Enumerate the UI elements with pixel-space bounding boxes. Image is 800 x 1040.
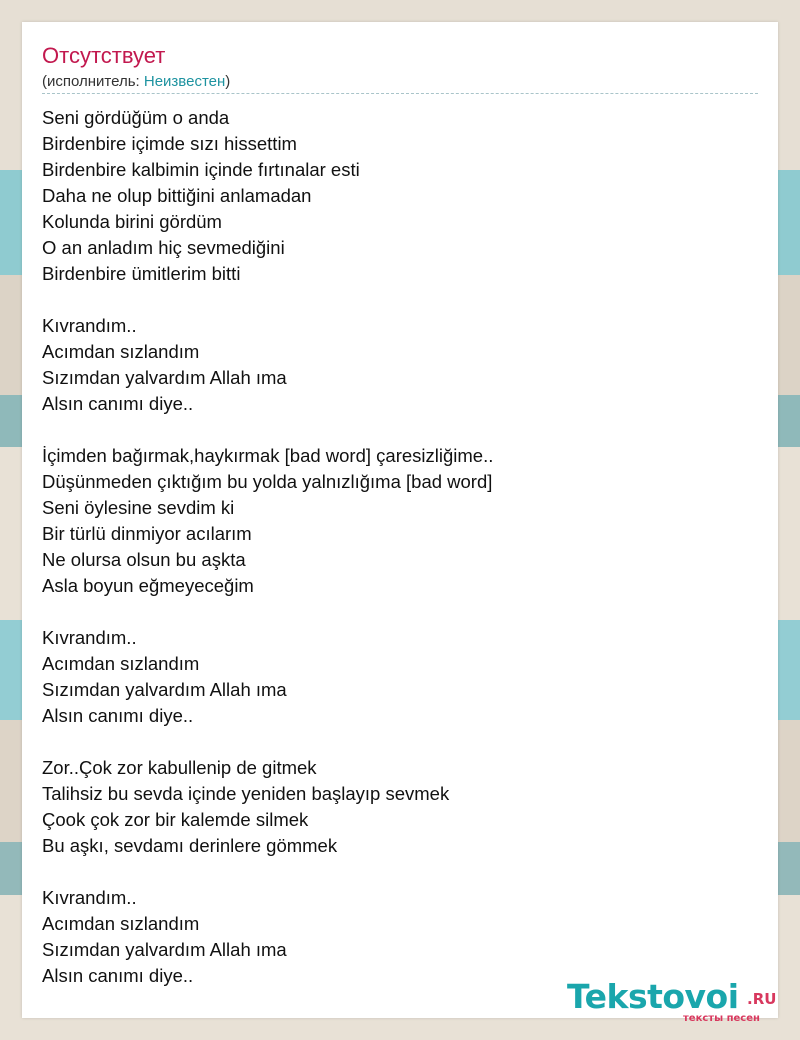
lyric-line: Birdenbire kalbimin içinde fırtınalar esti [42, 159, 360, 180]
lyric-line: İçimden bağırmak,haykırmak [bad word] çaresizliğime.. [42, 445, 494, 466]
lyric-line: Acımdan sızlandım [42, 913, 200, 934]
lyric-line: Ne olursa olsun bu aşkta [42, 549, 246, 570]
lyric-line: Daha ne olup bittiğini anlamadan [42, 185, 312, 206]
lyric-line: Düşünmeden çıktığım bu yolda yalnızlığıma [bad word] [42, 471, 493, 492]
title-divider [42, 93, 758, 94]
artist-prefix: (исполнитель: [42, 73, 144, 90]
stanza-break [42, 599, 758, 625]
lyric-line: Alsın canımı diye.. [42, 705, 194, 726]
logo-tld: .RU [747, 990, 777, 1008]
lyric-line: Talihsiz bu sevda içinde yeniden başlayıp sevmek [42, 783, 450, 804]
lyric-line: Acımdan sızlandım [42, 653, 200, 674]
lyric-line: Sızımdan yalvardım Allah ıma [42, 367, 287, 388]
site-logo[interactable] [567, 977, 777, 1025]
lyrics-page [22, 22, 778, 1024]
lyric-line: Alsın canımı diye.. [42, 965, 194, 986]
artist-suffix: ) [225, 73, 231, 90]
lyric-line: Birdenbire ümitlerim bitti [42, 263, 241, 284]
stanza-break [42, 729, 758, 755]
lyric-line: Acımdan sızlandım [42, 341, 200, 362]
lyric-line: Sızımdan yalvardım Allah ıma [42, 939, 287, 960]
lyric-line: Kolunda birini gördüm [42, 211, 222, 232]
logo-subtitle: тексты песен [683, 1013, 760, 1024]
stanza-break [42, 417, 758, 443]
lyric-line: Zor..Çok zor kabullenip de gitmek [42, 757, 317, 778]
lyric-line: O an anladım hiç sevmediğini [42, 237, 285, 258]
lyric-line: Bir türlü dinmiyor acılarım [42, 523, 252, 544]
artist-link[interactable]: Неизвестен [143, 73, 226, 90]
lyric-line: Kıvrandım.. [42, 887, 137, 908]
lyric-line: Kıvrandım.. [42, 315, 137, 336]
stanza-break [42, 859, 758, 885]
lyric-line: Bu aşkı, sevdamı derinlere gömmek [42, 835, 338, 856]
artist-line [42, 72, 230, 92]
lyric-line: Kıvrandım.. [42, 627, 137, 648]
lyric-line: Birdenbire içimde sızı hissettim [42, 133, 297, 154]
lyric-line: Çook çok zor bir kalemde silmek [42, 809, 309, 830]
lyric-line: Alsın canımı diye.. [42, 393, 194, 414]
stanza-break [42, 287, 758, 313]
lyric-line: Sızımdan yalvardım Allah ıma [42, 679, 287, 700]
lyric-line: Asla boyun eğmeyeceğim [42, 575, 254, 596]
lyric-line: Seni gördüğüm o anda [42, 107, 230, 128]
lyric-line: Seni öylesine sevdim ki [42, 497, 235, 518]
song-title: Отсутствует [42, 43, 166, 68]
logo-wordmark: Tekstovoi [567, 977, 739, 1016]
lyrics-text [42, 105, 758, 989]
